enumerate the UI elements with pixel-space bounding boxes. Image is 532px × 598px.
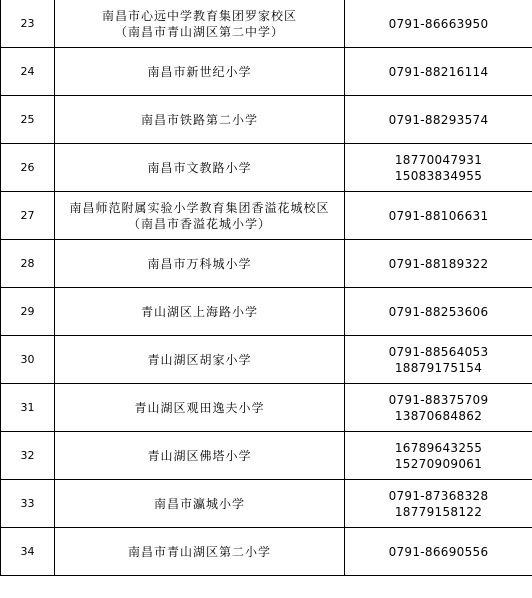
row-number-cell (1, 144, 55, 192)
table-body (1, 0, 532, 576)
school-name-cell (55, 0, 345, 48)
table-row (1, 0, 532, 48)
phone-cell (345, 0, 532, 48)
row-number-cell (1, 96, 55, 144)
row-number-cell (1, 336, 55, 384)
row-number: 28 (20, 256, 35, 270)
table-row (1, 480, 532, 528)
phone-cell (345, 336, 532, 384)
school-name-line: 南昌市铁路第二小学 (140, 112, 258, 127)
table-row (1, 336, 532, 384)
phone-number: 0791-86663950 (388, 16, 489, 31)
school-name-cell (55, 96, 345, 144)
row-number: 27 (20, 208, 35, 222)
school-name-line: 青山湖区上海路小学 (140, 304, 258, 319)
school-name-line: 南昌师范附属实验小学教育集团香溢花城校区 (69, 200, 330, 215)
school-name-cell (55, 144, 345, 192)
school-name-cell (55, 192, 345, 240)
phone-cell (345, 96, 532, 144)
phone-number: 18770047931 (394, 152, 483, 167)
row-number-cell (1, 528, 55, 576)
row-number-cell (1, 432, 55, 480)
school-name-cell (55, 432, 345, 480)
table-row (1, 528, 532, 576)
school-name-line: （南昌市香溢花城小学） (127, 216, 271, 231)
phone-number: 0791-88106631 (388, 208, 489, 223)
table-row (1, 288, 532, 336)
table-row (1, 240, 532, 288)
school-name-line: 南昌市万科城小学 (147, 256, 252, 271)
phone-number: 0791-87368328 (388, 488, 489, 503)
school-name-line: 南昌市青山湖区第二小学 (127, 544, 271, 559)
phone-number: 18779158122 (394, 504, 483, 519)
school-name-line: 青山湖区观田逸夫小学 (134, 400, 265, 415)
school-name-cell (55, 528, 345, 576)
phone-number: 16789643255 (394, 440, 483, 455)
row-number: 33 (20, 496, 35, 510)
row-number: 34 (20, 544, 35, 558)
school-name-cell (55, 480, 345, 528)
school-name-line: 青山湖区佛塔小学 (147, 448, 252, 463)
phone-number: 0791-88564053 (388, 344, 489, 359)
table-row (1, 48, 532, 96)
row-number: 26 (20, 160, 35, 174)
phone-number: 0791-86690556 (388, 544, 489, 559)
school-name-line: （南昌市青山湖区第二中学） (114, 24, 284, 39)
phone-cell (345, 528, 532, 576)
school-name-cell (55, 336, 345, 384)
table-row (1, 144, 532, 192)
row-number-cell (1, 48, 55, 96)
row-number-cell (1, 0, 55, 48)
row-number-cell (1, 240, 55, 288)
table-row (1, 96, 532, 144)
phone-number: 15083834955 (394, 168, 483, 183)
row-number: 23 (20, 16, 35, 30)
phone-number: 0791-88293574 (388, 112, 489, 127)
school-name-cell (55, 48, 345, 96)
table-row (1, 192, 532, 240)
row-number-cell (1, 480, 55, 528)
phone-number: 0791-88189322 (388, 256, 489, 271)
school-name-cell (55, 288, 345, 336)
phone-number: 0791-88375709 (388, 392, 489, 407)
school-name-line: 南昌市文教路小学 (147, 160, 252, 175)
row-number: 24 (20, 64, 35, 78)
table-row (1, 432, 532, 480)
school-name-line: 南昌市瀛城小学 (153, 496, 245, 511)
school-name-cell (55, 240, 345, 288)
school-name-line: 南昌市新世纪小学 (147, 64, 252, 79)
phone-number: 18879175154 (394, 360, 483, 375)
row-number-cell (1, 192, 55, 240)
phone-number: 0791-88253606 (388, 304, 489, 319)
row-number-cell (1, 384, 55, 432)
row-number: 32 (20, 448, 35, 462)
school-name-line: 青山湖区胡家小学 (147, 352, 252, 367)
school-name-line: 南昌市心远中学教育集团罗家校区 (101, 8, 297, 23)
phone-number: 15270909061 (394, 456, 483, 471)
row-number: 29 (20, 304, 35, 318)
table-row (1, 384, 532, 432)
row-number: 30 (20, 352, 35, 366)
phone-cell (345, 192, 532, 240)
phone-cell (345, 288, 532, 336)
phone-number: 13870684862 (394, 408, 483, 423)
phone-cell (345, 432, 532, 480)
phone-cell (345, 240, 532, 288)
phone-cell (345, 384, 532, 432)
row-number-cell (1, 288, 55, 336)
phone-cell (345, 144, 532, 192)
phone-cell (345, 48, 532, 96)
school-name-cell (55, 384, 345, 432)
row-number: 25 (20, 112, 35, 126)
phone-cell (345, 480, 532, 528)
phone-number: 0791-88216114 (388, 64, 489, 79)
row-number: 31 (20, 400, 35, 414)
